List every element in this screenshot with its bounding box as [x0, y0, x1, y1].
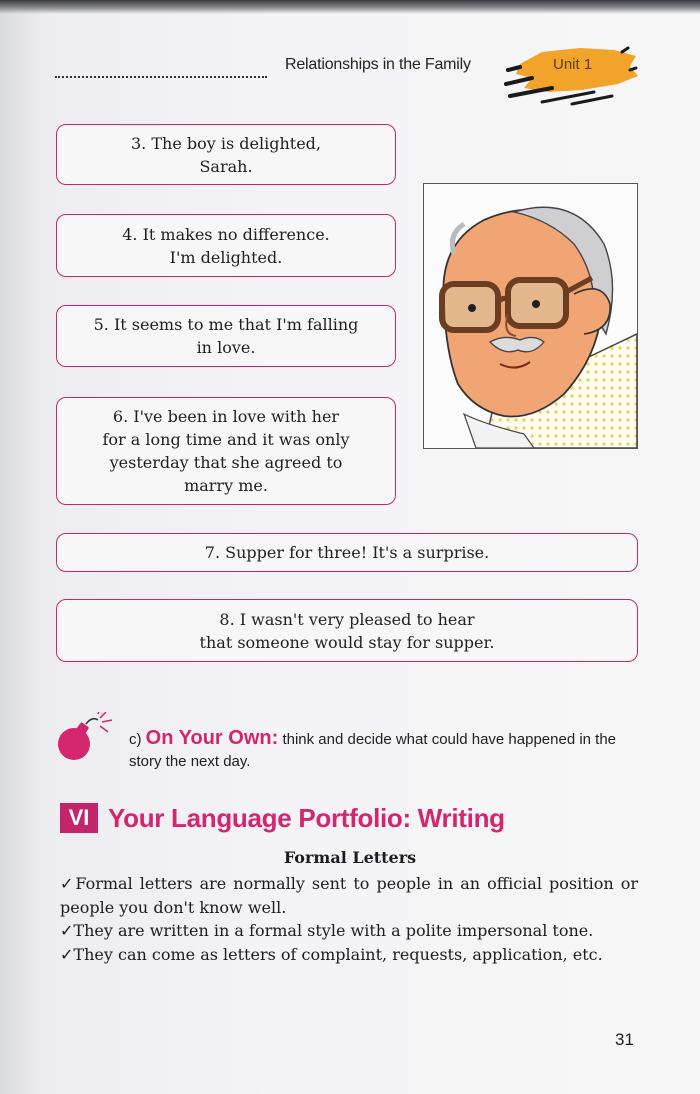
checkmark-icon: ✓	[60, 921, 74, 940]
list-item-text: They can come as letters of complaint, requests, application, etc.	[73, 944, 603, 964]
on-your-own-task	[129, 727, 649, 773]
list-item-text: Formal letters are normally sent to people in an official position or people you don't know well.	[60, 874, 639, 917]
header-dotted-leader	[55, 62, 267, 78]
list-item	[60, 919, 638, 943]
speech-bubble-text: 6. I've been in love with her for a long time and it was only yesterday that she agreed to marry me.	[102, 407, 350, 495]
formal-letters-list	[60, 872, 638, 966]
speech-bubble-6	[56, 397, 396, 505]
list-item	[60, 872, 638, 919]
speech-bubble-text: 7. Supper for three! It's a surprise.	[204, 543, 490, 562]
bomb-icon	[56, 712, 118, 762]
speech-bubble-text: 3. The boy is delighted, Sarah.	[130, 133, 321, 176]
page-number: 31	[615, 1030, 634, 1049]
unit-label: Unit 1	[553, 56, 593, 73]
task-letter: c)	[129, 731, 142, 748]
section-title: Your Language Portfolio: Writing	[108, 802, 505, 833]
checkmark-icon: ✓	[60, 944, 74, 964]
old-man-illustration	[423, 183, 638, 449]
speech-bubble-8	[56, 599, 638, 662]
speech-bubble-text: 4. It makes no difference. I'm delighted.	[122, 224, 330, 267]
speech-bubble-3	[56, 124, 396, 185]
section-number: VI	[60, 803, 98, 833]
on-your-own-text: think and decide what could have happened in the story the next day.	[129, 731, 617, 770]
list-item-text: They are written in a formal style with a polite impersonal tone.	[73, 921, 594, 940]
speech-bubble-text: 5. It seems to me that I'm falling in love.	[93, 315, 359, 357]
on-your-own-label: On Your Own:	[145, 727, 279, 749]
speech-bubble-5	[56, 305, 396, 367]
section-heading	[60, 801, 505, 835]
speech-bubble-4	[56, 214, 396, 277]
speech-bubble-7	[56, 533, 638, 572]
running-header-title: Relationships in the Family	[285, 56, 471, 73]
page-top-shadow	[0, 0, 700, 14]
formal-letters-heading: Formal Letters	[283, 848, 417, 867]
list-item	[60, 943, 638, 967]
unit-badge-splash	[502, 40, 642, 108]
speech-bubble-text: 8. I wasn't very pleased to hear that someone would stay for supper.	[199, 609, 495, 652]
checkmark-icon: ✓	[60, 874, 76, 893]
